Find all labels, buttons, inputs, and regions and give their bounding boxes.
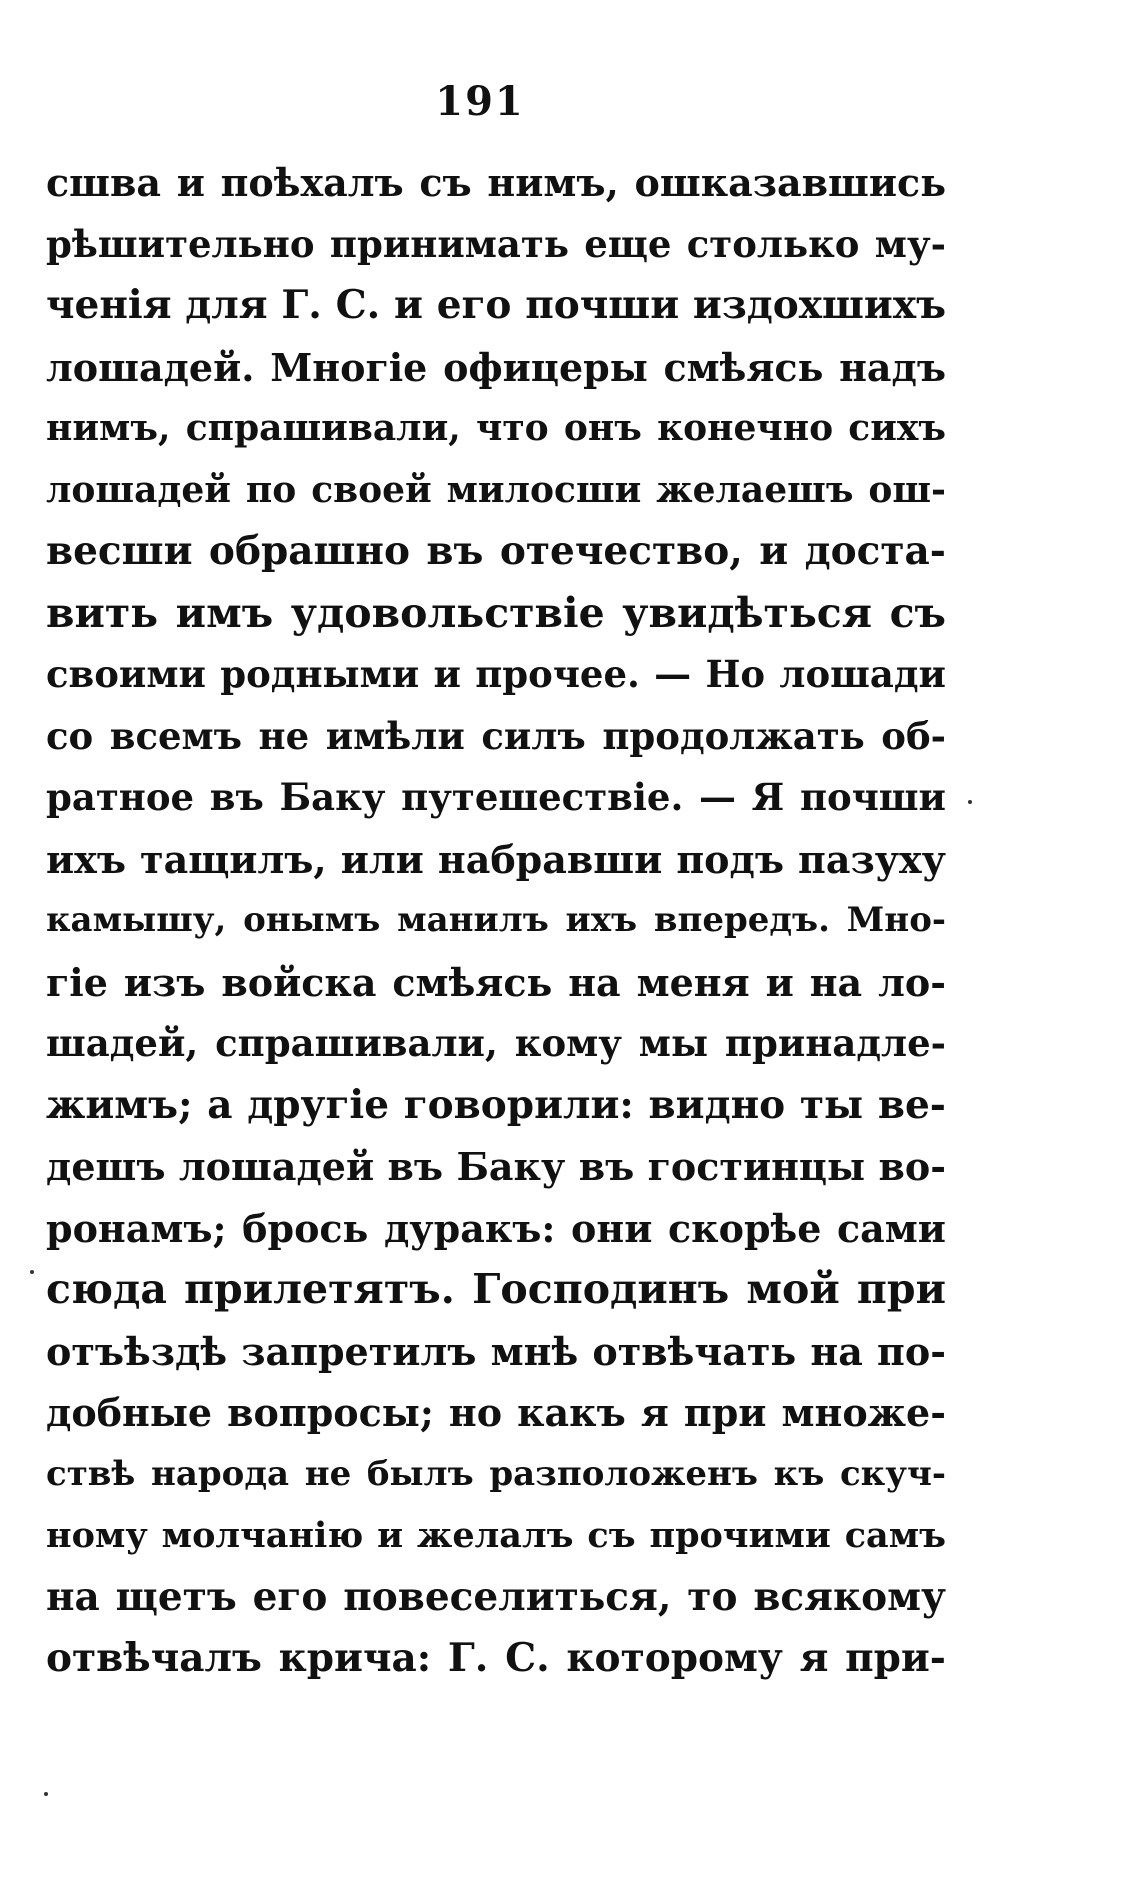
text-line: гіе изъ войска смѣясь на меня и на ло-: [46, 959, 946, 1005]
print-speck: [968, 800, 972, 804]
text-line: сшва и поѣхалъ съ нимъ, ошказавшись: [46, 160, 946, 205]
text-line: дешъ лошадей въ Баку въ гостинцы во-: [46, 1144, 946, 1189]
text-line: рѣшительно принимать еще столько му-: [46, 221, 946, 266]
text-line: вить имъ удовольствіе увидѣться съ: [46, 588, 946, 637]
text-line: лошадей по своей милосши желаешъ ош-: [46, 468, 946, 511]
text-line: ствѣ народа не былъ разположенъ къ скуч-: [46, 1453, 946, 1494]
text-line: лошадей. Многіе офицеры смѣясь надъ: [46, 344, 946, 390]
text-line: ченія для Г. С. и его почши издохшихъ: [46, 282, 946, 328]
text-line: шадей, спрашивали, кому мы принадле-: [46, 1021, 946, 1065]
text-line: ному молчанію и желалъ съ прочими самъ: [46, 1515, 946, 1556]
print-speck: [30, 1270, 34, 1274]
text-line: ратное въ Баку путешествіе. — Я почши: [46, 775, 946, 819]
text-line: жимъ; а другіе говорили: видно ты ве-: [46, 1081, 946, 1128]
page-number: 191: [435, 78, 525, 125]
text-line: весши обрашно въ отечество, и доста-: [46, 528, 946, 574]
text-line: добные вопросы; но какъ я при множе-: [46, 1390, 946, 1435]
body-text: [46, 152, 946, 1690]
text-line: ронамъ; брось дуракъ: они скорѣе сами: [46, 1205, 946, 1251]
print-speck: [44, 1792, 48, 1796]
text-line: своими родными и прочее. — Но лошади: [46, 652, 946, 696]
text-line: со всемъ не имѣли силъ продолжать об-: [46, 713, 946, 758]
text-line: нимъ, спрашивали, что онъ конечно сихъ: [46, 407, 946, 449]
text-line: отвѣчалъ крича: Г. С. которому я при-: [46, 1635, 946, 1681]
text-line: ихъ тащилъ, или набравши подъ пазуху: [46, 836, 946, 882]
text-line: на щетъ его повеселиться, то всякому: [46, 1573, 946, 1620]
text-line: сюда прилетятъ. Господинъ мой при: [46, 1265, 946, 1313]
text-line: камышу, онымъ манилъ ихъ впередъ. Мно-: [46, 900, 946, 940]
text-line: отъѣздѣ запретилъ мнѣ отвѣчать на по-: [46, 1328, 946, 1374]
